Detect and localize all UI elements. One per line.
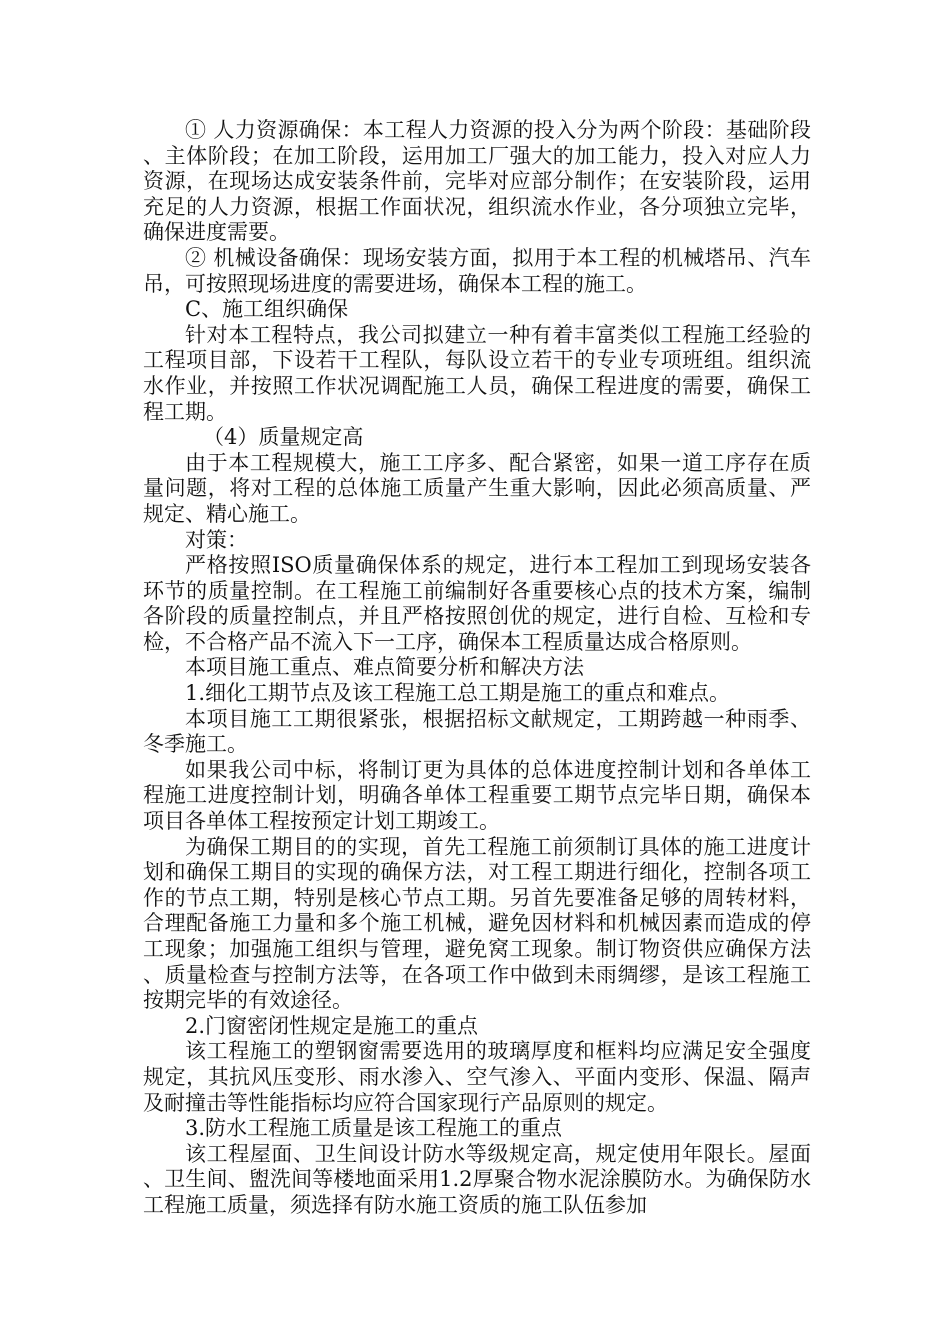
paragraph-machinery: ② 机械设备确保：现场安装方面，拟用于本工程的机械塔吊、汽车吊，可按照现场进度的需要进场，确保本工程的施工。 (143, 245, 811, 296)
heading-waterproofing: 3.防水工程施工质量是该工程施工的重点 (185, 1116, 563, 1141)
paragraph-schedule-measures: 为确保工期目的的实现，首先工程施工前须制订具体的施工进度计划和确保工期目的实现的确保方法，对工程工期进行细化，控制各项工作的节点工期，特别是核心节点工期。另首先要准备足够的周转材料，合理配备施工力量和多个施工机械，避免因材料和机械因素而造成的停工现象；加强施工组织与管理，避免窝工现象。制订物资供应确保方法、质量检查与控制方法等，在各项工作中做到未雨绸缪，是该工程施工按期完毕的有效途径。 (143, 834, 811, 1013)
paragraph-project-department: 针对本工程特点，我公司拟建立一种有着丰富类似工程施工经验的工程项目部，下设若干工程队，每队设立若干的专业专项班组。组织流水作业，并按照工作状况调配施工人员，确保工程进度的需要，确保工程工期。 (143, 322, 811, 424)
paragraph-iso-quality: 严格按照ISO质量确保体系的规定，进行本工程加工到现场安装各环节的质量控制。在工程施工前编制好各重要核心点的技术方案，编制各阶段的质量控制点，并且严格按照创优的规定，进行自检、互检和专检，不合格产品不流入下一工序，确保本工程质量达成合格原则。 (143, 553, 811, 654)
heading-quality-requirements: （4）质量规定高 (203, 425, 364, 450)
paragraph-human-resources: ① 人力资源确保：本工程人力资源的投入分为两个阶段：基础阶段、主体阶段；在加工阶段，运用加工厂强大的加工能力，投入对应人力资源，在现场达成安装条件前，完毕对应部分制作；在安装阶段，运用充足的人力资源，根据工作面状况，组织流水作业，各分项独立完毕，确保进度需要。 (143, 118, 811, 245)
heading-window-sealing: 2.门窗密闭性规定是施工的重点 (185, 1013, 479, 1038)
heading-construction-organization: C、施工组织确保 (185, 297, 349, 322)
paragraph-progress-plan: 如果我公司中标，将制订更为具体的总体进度控制计划和各单体工程施工进度控制计划，明确各单体工程重要工期节点完毕日期，确保本项目各单体工程按预定计划工期竣工。 (143, 757, 811, 834)
paragraph-window-requirements: 该工程施工的塑钢窗需要选用的玻璃厚度和框料均应满足安全强度规定，其抗风压变形、雨水渗入、空气渗入、平面内变形、保温、隔声及耐撞击等性能指标均应符合国家现行产品原则的规定。 (143, 1039, 811, 1115)
heading-schedule-nodes: 1.细化工期节点及该工程施工总工期是施工的重点和难点。 (185, 681, 731, 706)
paragraph-quality-impact: 由于本工程规模大，施工工序多、配合紧密，如果一道工序存在质量问题，将对工程的总体施工质量产生重大影响，因此必须高质量、严规定、精心施工。 (143, 450, 811, 526)
heading-countermeasures: 对策： (185, 527, 248, 552)
paragraph-tight-schedule: 本项目施工工期很紧张，根据招标文献规定，工期跨越一种雨季、冬季施工。 (143, 706, 811, 757)
document-body (143, 118, 811, 1219)
paragraph-waterproofing-details: 该工程屋面、卫生间设计防水等级规定高，规定使用年限长。屋面、卫生间、盥洗间等楼地面采用1.2厚聚合物水泥涂膜防水。为确保防水工程施工质量，须选择有防水施工资质的施工队伍参加 (143, 1141, 811, 1217)
heading-key-points-analysis: 本项目施工重点、难点简要分析和解决方法 (185, 655, 584, 680)
